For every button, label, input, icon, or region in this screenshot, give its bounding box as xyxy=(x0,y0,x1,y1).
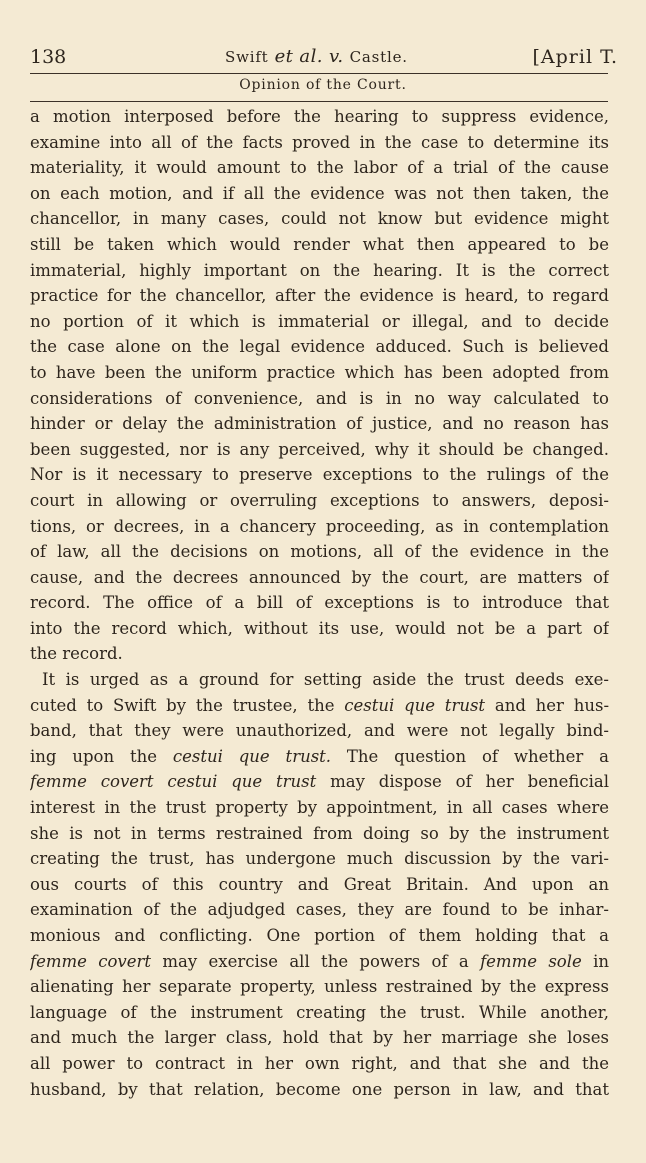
body-line: femme covert cestui que trust may dispose of her beneficial xyxy=(30,772,609,792)
body-line: into the record which, without its use, would not be a part of xyxy=(30,618,609,638)
body-line: tions, or decrees, in a chancery proceeding, as in contemplation xyxy=(30,516,609,536)
body-line: cuted to Swift by the trustee, the cestui que trust and her hus- xyxy=(30,695,609,715)
body-line: all power to contract in her own right, and that she and the xyxy=(30,1053,609,1073)
body-line: ing upon the cestui que trust. The question of whether a xyxy=(30,746,609,766)
running-title-party: Castle. xyxy=(349,48,408,66)
body-line: monious and conflicting. One portion of them holding that a xyxy=(30,926,609,945)
section-subheader: Opinion of the Court. xyxy=(239,77,407,93)
body-line: been suggested, nor is any perceived, why it should be changed. xyxy=(30,439,609,459)
body-line: on each motion, and if all the evidence was not then taken, the xyxy=(30,183,609,203)
latin-term: femme sole xyxy=(480,951,582,971)
running-title xyxy=(225,46,408,67)
term-label: [April T. xyxy=(532,46,618,68)
latin-term: femme covert xyxy=(30,951,152,971)
latin-term: femme covert cestui que trust xyxy=(30,772,317,792)
page-number: 138 xyxy=(30,46,67,68)
body-line: she is not in terms restrained from doing so by the instrument xyxy=(30,823,609,843)
body-line: It is urged as a ground for setting aside the trust deeds exe- xyxy=(42,670,609,690)
latin-term: cestui que trust xyxy=(344,695,486,715)
body-line: language of the instrument creating the trust. While another, xyxy=(30,1002,609,1022)
body-line: interest in the trust property by appointment, in all cases where xyxy=(30,798,609,818)
body-line: creating the trust, has undergone much discussion by the vari- xyxy=(30,849,609,869)
paragraph-2 xyxy=(30,667,609,1102)
body-line: to have been the uniform practice which has been adopted from xyxy=(30,362,609,382)
body-line: husband, by that relation, become one person in law, and that xyxy=(30,1079,609,1099)
body-line: chancellor, in many cases, could not know but evidence might xyxy=(30,209,609,229)
body-line: alienating her separate property, unless restrained by the express xyxy=(30,977,609,997)
body-line: practice for the chancellor, after the evidence is heard, to regard xyxy=(30,286,609,306)
latin-term: cestui que trust. xyxy=(172,746,332,766)
header-rule xyxy=(30,73,608,74)
body-line: immaterial, highly important on the hearing. It is the correct xyxy=(30,260,609,280)
body-line: court in allowing or overruling exceptions to answers, deposi- xyxy=(30,490,609,510)
subheader-rule xyxy=(30,101,608,102)
page-header xyxy=(0,38,646,68)
paragraph-1 xyxy=(30,104,609,667)
running-title-etal: et al. v. xyxy=(274,46,344,67)
body-line: examination of the adjudged cases, they are found to be inhar- xyxy=(30,900,609,920)
body-line: examine into all of the facts proved in the case to determine its xyxy=(30,132,609,152)
body-line: record. The office of a bill of exceptions is to introduce that xyxy=(30,593,609,613)
body-line: cause, and the decrees announced by the court, are matters of xyxy=(30,567,609,587)
body-line: a motion interposed before the hearing to suppress evidence, xyxy=(30,107,609,126)
body-line: band, that they were unauthorized, and were not legally bind- xyxy=(30,721,609,741)
body-line: ous courts of this country and Great Britain. And upon an xyxy=(30,874,609,894)
body-line: the case alone on the legal evidence adduced. Such is believed xyxy=(30,337,609,357)
body-line: no portion of it which is immaterial or illegal, and to decide xyxy=(30,311,609,331)
body-line: materiality, it would amount to the labor of a trial of the cause xyxy=(30,158,609,178)
body-line: Nor is it necessary to preserve exceptions to the rulings of the xyxy=(30,465,609,485)
running-title-prefix: Swift xyxy=(225,48,269,66)
body-line: the record. xyxy=(30,644,123,664)
body-line: considerations of convenience, and is in no way calculated to xyxy=(30,388,609,408)
body-line: still be taken which would render what then appeared to be xyxy=(30,234,609,254)
body-line: femme covert may exercise all the powers of a femme sole in xyxy=(30,951,609,971)
page-body xyxy=(30,104,609,1102)
body-line: hinder or delay the administration of justice, and no reason has xyxy=(30,414,609,434)
body-line: and much the larger class, hold that by her marriage she loses xyxy=(30,1028,609,1048)
body-line: of law, all the decisions on motions, all of the evidence in the xyxy=(30,542,609,562)
